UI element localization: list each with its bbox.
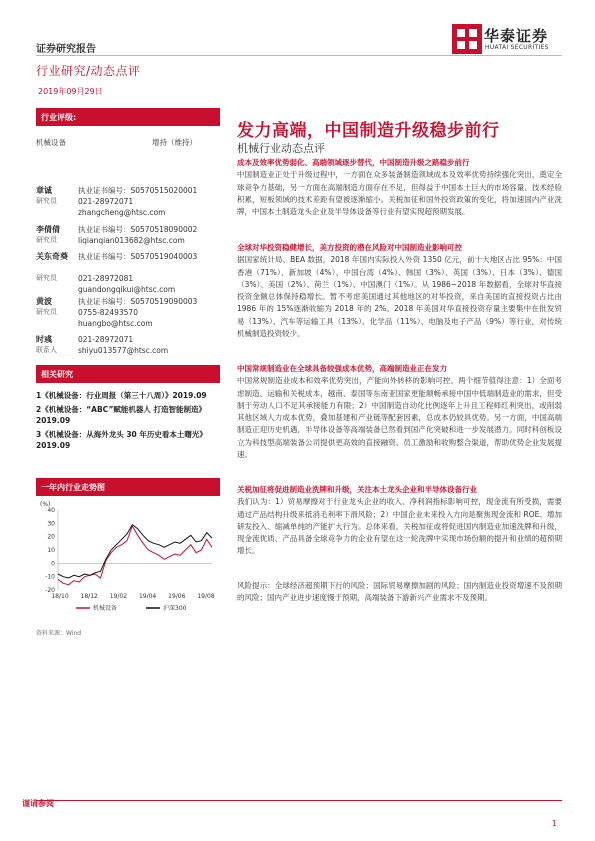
analyst-role: 研究员 (36, 274, 57, 282)
risk-warning (237, 580, 562, 605)
chart-source: 资料来源：Wind (36, 630, 82, 637)
footer-disclaimer-label: 谨请参阅 (22, 799, 54, 808)
analyst-email-link[interactable]: zhangcheng@htsc.com (78, 208, 166, 217)
analyst-name: 李倩倩 (36, 225, 60, 234)
related-research-item[interactable]: 1《机械设备：行业周报（第三十八周）》2019.09 (36, 391, 207, 400)
section-heading: 全球对华投资稳健增长，美方投资的潜在风险对中国制造业影响可控 (237, 243, 462, 252)
section-paragraph: 我们认为：1）贸易摩擦对于行业龙头企业的收入、净利润指标影响可控，现金流有所受损，需要通过产品结构升级来抵消毛利率下滑风险；2）中国企业未来投入方向是聚焦现金流和 ROE、增加研发投入、缩减单纯的产能扩大行为。总体来看，关税加征或将促进国内制造业加速洗牌和升级，现金流优质、产品具备全球竞争力的企业有望在这一轮洗牌中实现市场份额的提升和业绩的超预期增长。 (237, 497, 562, 556)
y-axis-unit-label: (%) (40, 501, 51, 508)
x-tick-label: 19/08 (197, 593, 215, 600)
section-paragraph: 中国制造业正处于升级过程中，一方面在众多装备制造领域成本及效率优势持续强化突出，奠定全球竞争力基础，另一方面在高端制造方面存在不足，但得益于中国本土巨大的市场容量、技术经验积累，短板领域的技术差距有望被逐渐缩小。关税加征和国外投资政策的变化，将加速国内产业洗牌，中国本土制造龙头企业及半导体设备等行业有望实现超预期发展。 (237, 170, 562, 217)
report-date: 2019年09月29日 (38, 87, 103, 96)
analyst-name: 时彧 (36, 335, 52, 344)
y-tick-label: -20 (45, 587, 55, 594)
x-tick-label: 19/06 (168, 593, 186, 600)
analyst-email-link[interactable]: liqianqian013682@htsc.com (78, 236, 185, 245)
risk-paragraph: 风险提示：全球经济超预期下行的风险；国际贸易摩擦加剧的风险；国内制造业投资增速不及预期的风险；国内产业进步速度慢于预期，高端装备下游新兴产业需求不及预期。 (237, 581, 562, 603)
y-tick-label: 40 (47, 507, 55, 514)
section-4 (237, 484, 562, 558)
analyst-phone: 021-28972081 (78, 274, 134, 283)
analyst-role: 研究员 (36, 197, 57, 205)
huatai-logo-icon (452, 24, 482, 54)
rating-industry: 机械设备 (36, 138, 66, 147)
analyst-name: 章诚 (36, 186, 52, 195)
document-type: 证券研究报告 (36, 44, 96, 55)
footer-divider (36, 800, 562, 801)
x-tick-label: 19/02 (109, 593, 128, 600)
report-title: 发力高端，中国制造升级稳步前行 (237, 121, 500, 141)
analyst-cert: 执业证书编号：S0570519090003 (78, 297, 198, 306)
performance-section (36, 478, 220, 496)
analyst-role: 研究员 (36, 236, 57, 244)
y-tick-label: 30 (47, 520, 55, 528)
analyst-name: 关东奇葵 (36, 252, 68, 261)
related-research-label: 相关研究 (36, 365, 220, 383)
section-2 (237, 242, 562, 340)
rating-row (36, 137, 220, 148)
analyst-role: 研究员 (36, 308, 57, 316)
report-subtitle: 机械行业动态点评 (237, 142, 325, 155)
section-1 (237, 157, 562, 218)
legend-label: 机械设备 (93, 605, 118, 612)
analyst-phone: 021-28972071 (78, 197, 134, 206)
rating-value: 增持（维持） (152, 138, 197, 147)
section-heading: 成本及效率优势弱化、高端领域逐步替代，中国制造升级之路稳步前行 (237, 158, 470, 167)
section-paragraph: 据国家统计局、BEA 数据，2018 年国内实际投入外资 1350 亿元，前十大地区占比 95%：中国香港（71%）、新加坡（4%）、中国台湾（4%）、韩国（3%）、英国（3%）、日本（3%）、德国（3%）、美国（2%）、荷兰（1%）、中国澳门（1%）。从 1986~2018 年数据看，全球对华直接投资金额总体保持稳增长。暂不考虑美国通过其他地区的对华投资，来自美国的直接投资占比由 1986 年的 15%逐渐收缩为 2018 年的 2%。2018 年美国对华直接投资存量主要集中在批发贸易（13%）、汽车等运输工具（13%）、化学品（11%）、电脑及电子产品（9%）等行业，对传统机械制造投资较少。 (237, 255, 562, 339)
related-research-section (36, 365, 220, 383)
logo-chinese-name: 华泰证券 (484, 27, 549, 45)
y-tick-label: 0 (51, 560, 55, 568)
section-heading: 中国常规制造业在全球具备较强成本优势，高端制造业正在发力 (237, 364, 447, 373)
section-heading: 关税加征将促进制造业洗牌和升级，关注本土龙头企业和半导体设备行业 (237, 485, 477, 494)
header-divider (36, 55, 562, 56)
x-tick-label: 18/12 (80, 593, 98, 600)
y-tick-label: 10 (47, 547, 55, 554)
analyst-phone: 0755-82493570 (78, 308, 138, 317)
logo-english-name: HUATAI SECURITIES (485, 44, 549, 51)
analyst-cert: 执业证书编号：S0570518090002 (78, 225, 198, 234)
legend-label: 沪深300 (163, 605, 187, 612)
analyst-cert: 执业证书编号：S0570519040003 (78, 252, 198, 261)
x-tick-label: 18/10 (51, 593, 69, 600)
analyst-cert: 执业证书编号：S0570515020001 (78, 186, 198, 195)
related-research-item[interactable]: 2《机械设备：“ABC”赋能机器人 打造智能制造》2019.09 (36, 404, 206, 425)
section-3 (237, 363, 562, 461)
section-paragraph: 中国常规制造业成本和效率优势突出，产能向外转移的影响可控。两个细节值得注意：1）全面考虑制造、运输和关税成本，越南、泰国等东南亚国家更能顺畅承接中国中低端制造业的需求，但受制于劳动人口不足其承接能力有限；2）中国制造自动化比例逐年上升且工程师红利突出，或削弱其他区域人力成本优势，叠加基建和产业链等配套因素，总成本仍较具优势。另一方面，中国高端制造正迎历史机遇，半导体设备等高端装备已然看到国产化突破和进一步发展潜力。同时科创板设立为科技型高端装备公司提供更高效的直接融资、员工激励和收购整合渠道，帮助优势企业发展提速。 (237, 376, 562, 460)
x-tick-label: 19/04 (138, 593, 157, 600)
analyst-email-link[interactable]: huangbo@htsc.com (78, 319, 153, 328)
report-category: 行业研究/动态点评 (36, 64, 141, 78)
y-tick-label: -10 (45, 573, 55, 581)
analyst-email-link[interactable]: guandongqikui@htsc.com (78, 285, 176, 294)
analyst-role: 联系人 (36, 346, 57, 354)
y-tick-label: 20 (47, 533, 55, 541)
rating-section-label: 行业评级: (36, 108, 220, 126)
page-number: 1 (552, 819, 557, 828)
analyst-email-link[interactable]: shiyu013577@htsc.com (78, 346, 169, 355)
analyst-name: 黄波 (36, 297, 52, 306)
performance-label: 一年内行业走势图 (36, 478, 220, 496)
rating-section (36, 108, 220, 126)
series-line-csi300 (58, 525, 212, 578)
analyst-phone: 021-28972071 (78, 335, 134, 344)
industry-performance-chart (36, 500, 220, 618)
related-research-list (36, 390, 220, 454)
company-logo (452, 24, 562, 58)
related-research-item[interactable]: 3《机械设备：从海外龙头 30 年历史看本土曙光》2019.09 (36, 429, 207, 450)
